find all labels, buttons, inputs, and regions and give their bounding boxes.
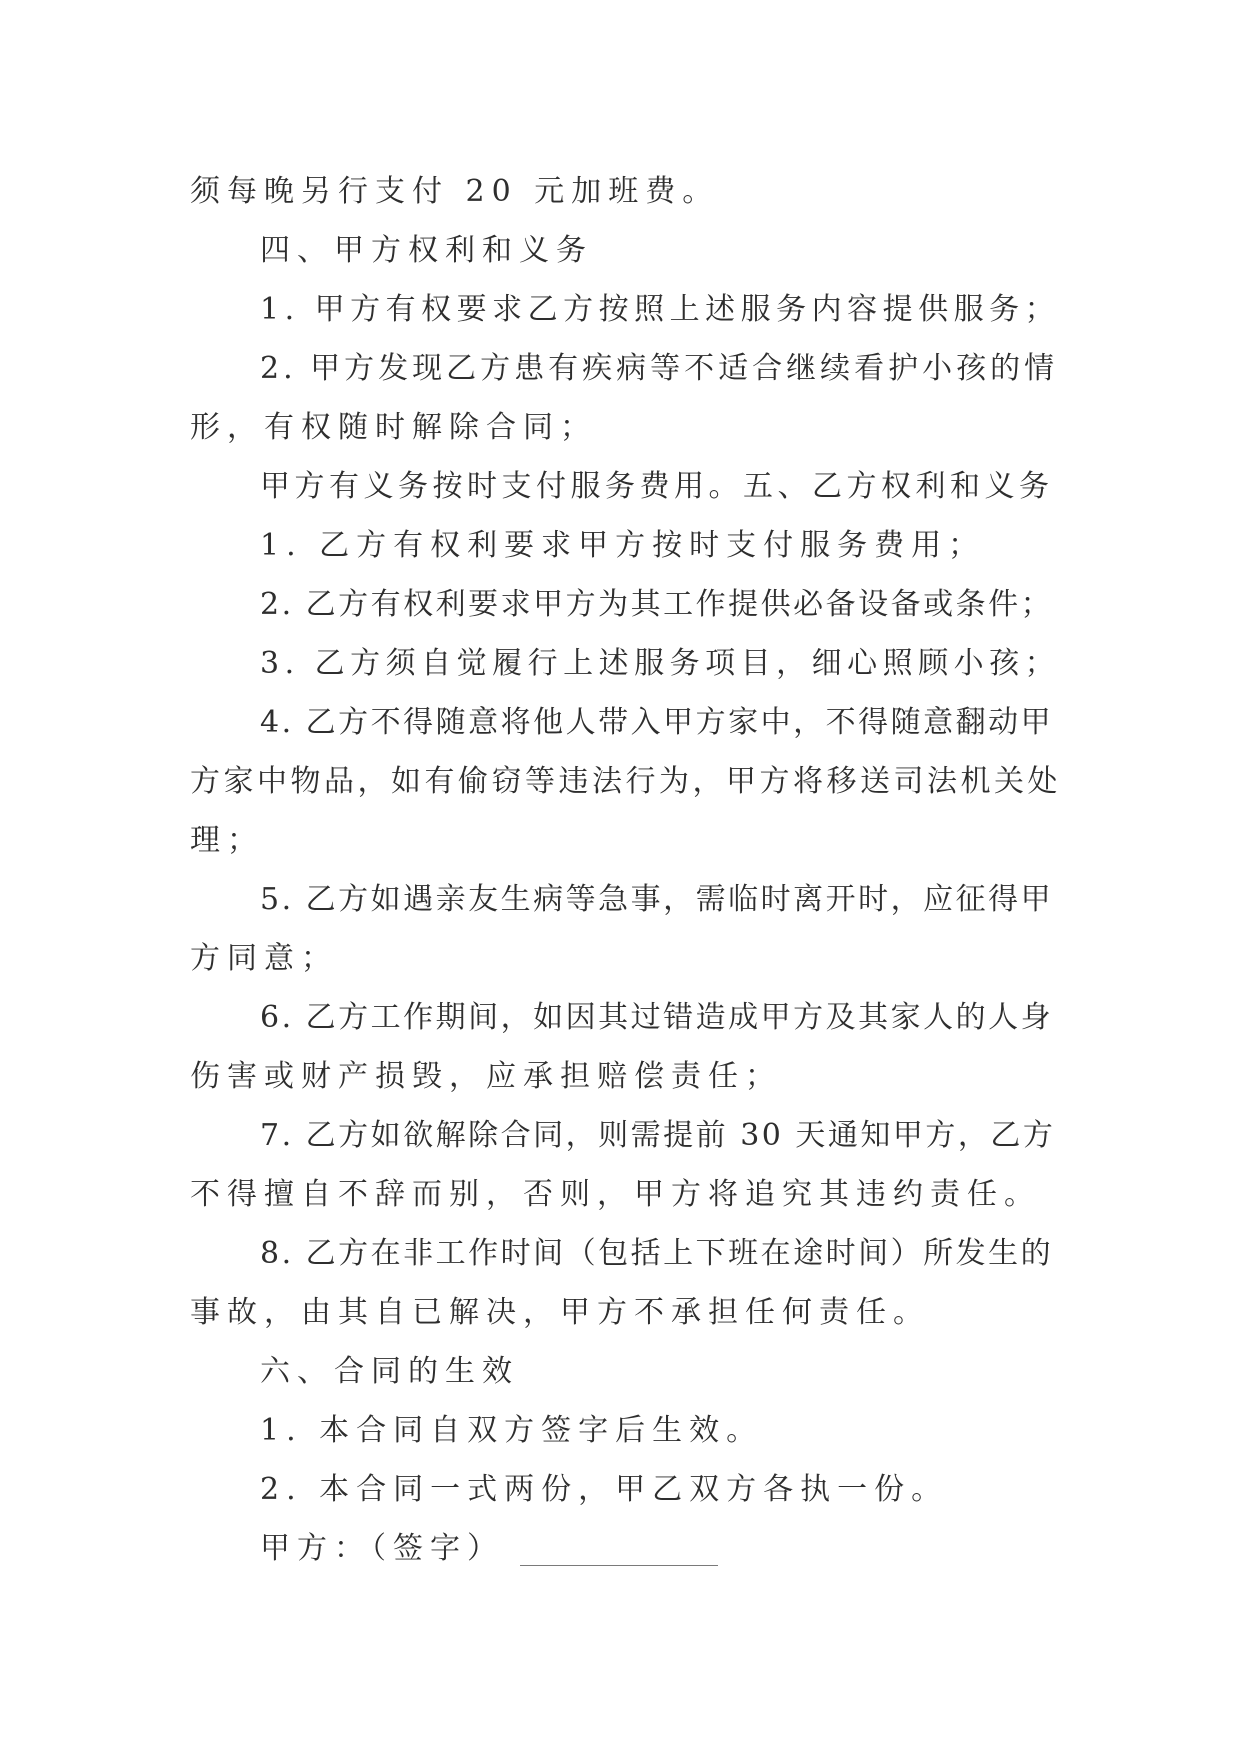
section-heading-party-a-rights: 四、甲方权利和义务 [260,233,593,268]
text-line: 4. 乙方不得随意将他人带入甲方家中，不得随意翻动甲 [260,705,1054,740]
section-heading-contract-effect: 六、合同的生效 [260,1354,519,1389]
text-line: 1. 甲方有权要求乙方按照上述服务内容提供服务； [260,292,1061,327]
text-line: 3. 乙方须自觉履行上述服务项目，细心照顾小孩； [260,646,1061,681]
text-line: 2. 乙方有权利要求甲方为其工作提供必备设备或条件； [260,587,1054,622]
text-line: 1. 本合同自双方签字后生效。 [260,1413,764,1448]
text-line: 6. 乙方工作期间，如因其过错造成甲方及其家人的人身 [260,1000,1054,1035]
text-line: 甲方有义务按时支付服务费用。五、乙方权利和义务 [260,469,1054,504]
text-line: 理； [190,823,264,858]
text-line: 2. 本合同一式两份，甲乙双方各执一份。 [260,1472,949,1507]
text-line: 形，有权随时解除合同； [190,410,597,445]
contract-body [190,162,1062,1578]
text-line: 须每晚另行支付 20 元加班费。 [190,174,720,209]
text-line: 方同意； [190,941,338,976]
text-line: 1. 乙方有权利要求甲方按时支付服务费用； [260,528,986,563]
text-line: 伤害或财产损毁，应承担赔偿责任； [190,1059,782,1094]
text-line: 8. 乙方在非工作时间（包括上下班在途时间）所发生的 [260,1236,1054,1271]
signature-label: 甲方：（签字） [260,1531,504,1566]
text-line: 事故，由其自已解决，甲方不承担任何责任。 [190,1295,930,1330]
text-line: 不得擅自不辞而别，否则，甲方将追究其违约责任。 [190,1177,1041,1212]
text-line: 方家中物品，如有偷窃等违法行为，甲方将移送司法机关处 [190,764,1061,799]
signature-row [190,1519,1062,1578]
signature-blank-line [520,1535,718,1566]
text-line: 7. 乙方如欲解除合同，则需提前 30 天通知甲方，乙方 [260,1118,1056,1153]
text-line: 2. 甲方发现乙方患有疾病等不适合继续看护小孩的情 [260,351,1059,386]
text-line: 5. 乙方如遇亲友生病等急事，需临时离开时，应征得甲 [260,882,1054,917]
